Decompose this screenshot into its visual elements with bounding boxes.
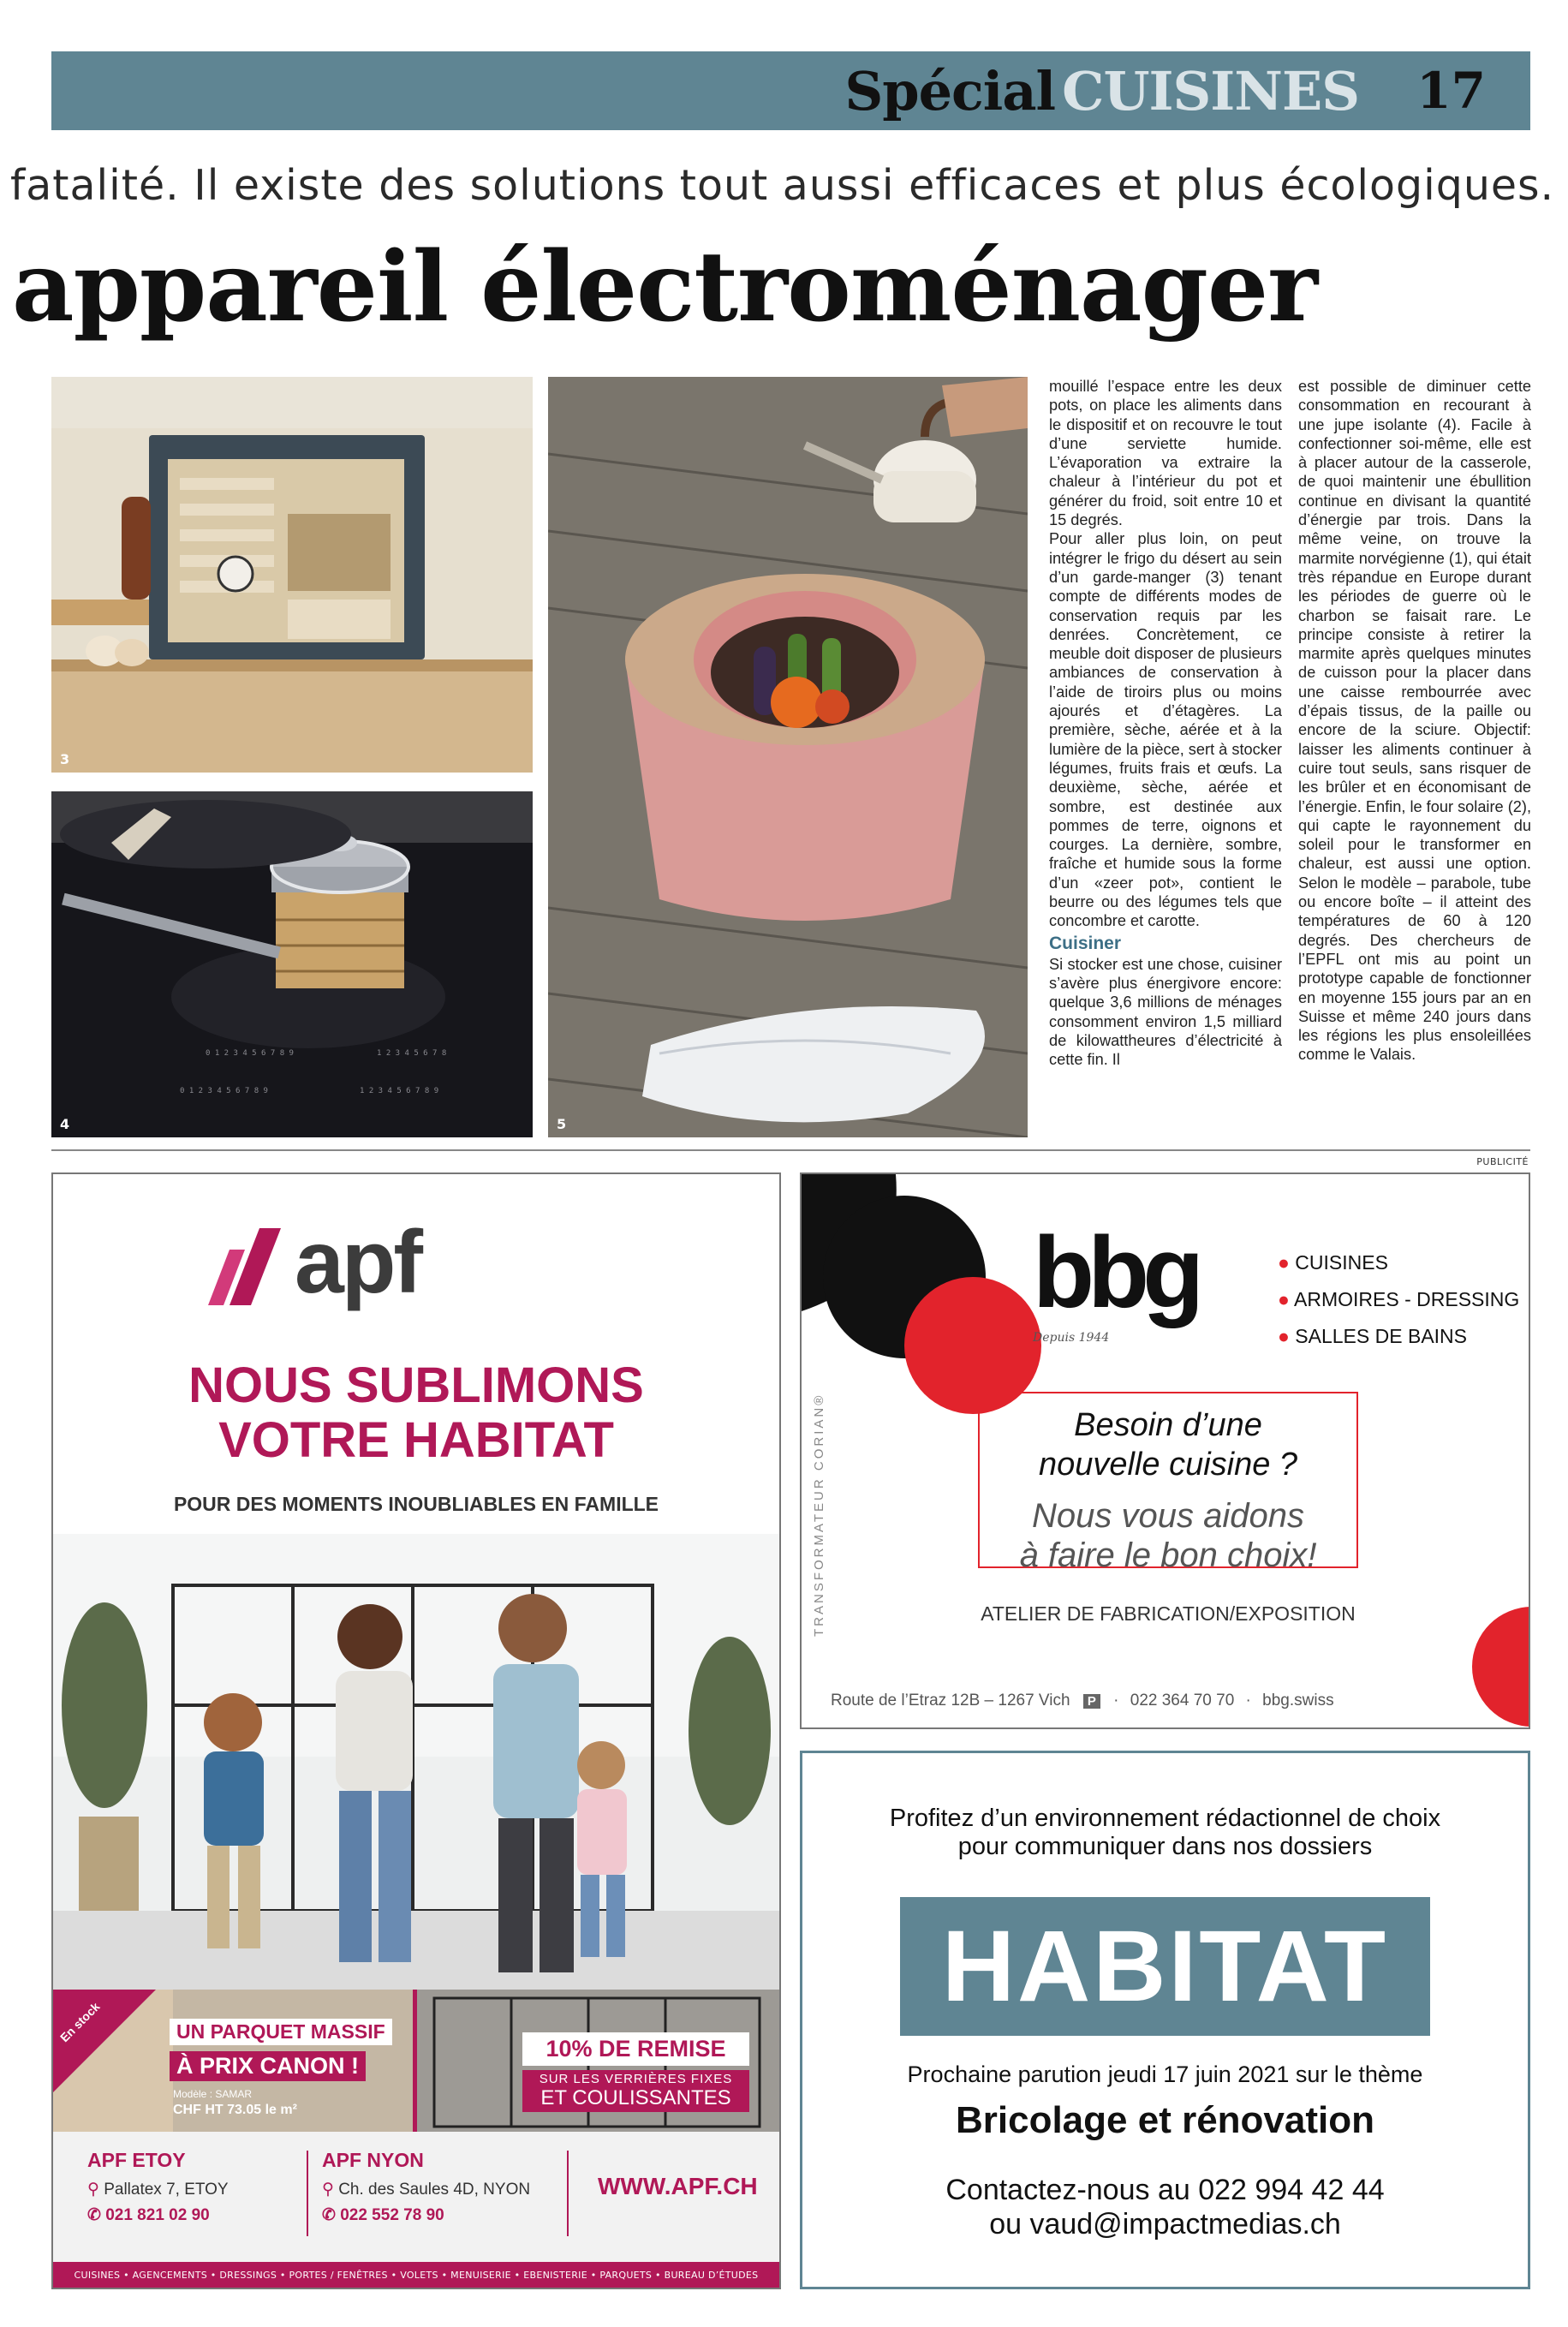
bullet-icon: ●: [1278, 1325, 1290, 1347]
article-column-2: [1298, 377, 1531, 1065]
location-pin-icon: ⚲: [322, 2181, 334, 2199]
apf-headline-line-2: VOTRE HABITAT: [218, 1412, 614, 1468]
svg-text:1 2 3 4 5 6 7 8 9: 1 2 3 4 5 6 7 8 9: [360, 1087, 439, 1095]
apf-nyon-address: Ch. des Saules 4D, NYON: [338, 2181, 531, 2199]
photo-number: 5: [557, 1116, 567, 1132]
habitat-intro-line-1: Profitez d’un environnement rédactionnel de choix: [889, 1805, 1441, 1832]
publicite-label: PUBLICITÉ: [1476, 1156, 1529, 1167]
habitat-contact-email[interactable]: ou vaud@impactmedias.ch: [989, 2208, 1341, 2240]
apf-etoy-title: APF ETOY: [87, 2149, 186, 2171]
svg-text:1 2 3 4 5 6 7 8: 1 2 3 4 5 6 7 8: [377, 1049, 447, 1058]
apf-parquet-line-2: À PRIX CANON !: [170, 2051, 366, 2081]
habitat-banner: HABITAT: [900, 1897, 1430, 2036]
apf-remise-sub-2: ET COULISSANTES: [540, 2086, 731, 2109]
section-title-special: Spécial: [844, 60, 1056, 122]
apf-footer: CUISINES • AGENCEMENTS • DRESSINGS • PORTES / FENÊTRES • VOLETS • MENUISERIE • EBENISTERIE • PARQUETS • BUREAU D’ÉTUDES: [53, 2262, 779, 2289]
apf-nyon-title: APF NYON: [322, 2149, 424, 2171]
apf-website[interactable]: WWW.APF.CH: [598, 2173, 758, 2199]
phone-icon: ✆: [322, 2206, 336, 2224]
photo-insulated-pot: [51, 791, 533, 1137]
apf-promo-band: [53, 1990, 779, 2132]
section-title: [844, 60, 1359, 122]
article-paragraph: Si stocker est une chose, cuisiner s’avère plus énergivore encore: quelque 3,6 millions de ménages consomment environ 1,5 milliard de kilowattheures d’électricité à cette fin. Il: [1049, 955, 1282, 1069]
photo-zeer-pot: [548, 377, 1028, 1137]
apf-modele: Modèle : SAMAR: [173, 2088, 253, 2100]
bbg-service-item: [1278, 1244, 1519, 1281]
section-divider: [51, 1149, 1530, 1151]
apf-logo: apf: [295, 1213, 420, 1312]
apf-parquet-line-1: UN PARQUET MASSIF: [170, 2019, 392, 2045]
location-pin-icon: ⚲: [87, 2181, 99, 2199]
section-title-cuisines: CUISINES: [1062, 60, 1359, 122]
apf-en-stock-ribbon: [53, 1990, 173, 2132]
photo-pantry: [51, 377, 533, 773]
photo-zeer-pot-illustration: [548, 377, 1028, 1137]
svg-text:0 1 2 3 4 5 6 7 8 9: 0 1 2 3 4 5 6 7 8 9: [180, 1087, 268, 1095]
habitat-advertisement: [800, 1751, 1530, 2289]
apf-contact-area: [53, 2132, 779, 2262]
parking-icon: P: [1083, 1694, 1100, 1709]
apf-headline: [53, 1358, 779, 1468]
apf-advertisement: [51, 1172, 781, 2289]
apf-contact-divider: [567, 2151, 569, 2236]
phone-icon: ✆: [87, 2206, 101, 2224]
apf-headline-line-1: NOUS SUBLIMONS: [188, 1357, 644, 1413]
photo-insulated-pot-illustration: [51, 791, 533, 1137]
bullet-icon: ●: [1278, 1251, 1290, 1274]
article-paragraph: Pour aller plus loin, on peut intégrer le frigo du désert au sein d’un garde-manger (3) tenant compte de différents modes de conservation requis par les denrées. Concrètement, ce meuble doit disposer de plusieurs ambiances de conservation à l’aide de tiroirs plus ou moins ajourés et d’étagères. La première, sèche, aérée et à la lumière de la pièce, sert à stocker légumes, fruits frais et œufs. La deuxième, sèche, aérée et sombre, est destinée aux pommes de terre, oignons et courges. La dernière, sombre, fraîche et humide sous la forme d’un «zeer pot», contient le beurre ou des légumes tels que concombre et carotte.: [1049, 530, 1282, 930]
apf-nyon-phone[interactable]: 022 552 78 90: [340, 2206, 444, 2224]
apf-remise-sub-1: SUR LES VERRIÈRES FIXES: [539, 2072, 733, 2086]
photo-number: 4: [60, 1116, 70, 1132]
bbg-vertical-text: TRANSFORMATEUR CORIAN®: [812, 1393, 826, 1637]
bbg-logo: bbg: [1033, 1216, 1198, 1329]
apf-tagline: POUR DES MOMENTS INOUBLIABLES EN FAMILLE: [173, 1493, 659, 1515]
bbg-service-item: [1278, 1318, 1519, 1355]
article-subtitle: fatalité. Il existe des solutions tout aussi efficaces et plus écologiques.: [10, 161, 1555, 210]
habitat-next-issue: Prochaine parution jeudi 17 juin 2021 sur le thème: [907, 2061, 1423, 2087]
page-number: 17: [1416, 62, 1486, 120]
habitat-intro-line-2: pour communiquer dans nos dossiers: [957, 1833, 1373, 1860]
apf-etoy-phone-row: [87, 2205, 210, 2225]
bbg-depuis: Depuis 1944: [1033, 1331, 1110, 1345]
habitat-theme: Bricolage et rénovation: [955, 2099, 1374, 2141]
article-headline: appareil électroménager: [12, 231, 1318, 343]
habitat-contact-phone[interactable]: Contactez-nous au 022 994 42 44: [945, 2174, 1385, 2206]
habitat-intro: [802, 1805, 1528, 1861]
photo-pantry-illustration: [51, 377, 533, 773]
apf-etoy-phone[interactable]: 021 821 02 90: [105, 2206, 210, 2224]
bbg-answer-2: à faire le bon choix!: [1019, 1536, 1317, 1574]
habitat-contact: [802, 2173, 1528, 2241]
apf-remise-box: [522, 2070, 749, 2112]
article-paragraph: est possible de diminuer cette consommation en recourant à une jupe isolante (4). Facile à confectionner soi-même, elle est à placer autour de la casserole, de quoi maintenir une ébullition continue en divisant la quantité d’énergie par trois. Dans la même veine, on trouve la marmite norvégienne (1), qui était très répandue en Europe durant les périodes de guerre où le charbon se faisait rare. Le principe consiste à retirer la marmite après quelques minutes de cuisson pour la placer dans une caisse rembourrée avec d’épais tissus, de la paille ou encore de la sciure. Objectif: laisser les aliments continuer à cuire tout seuls, sans risquer de les brûler et en économisant de l’énergie. Enfin, le four solaire (2), qui capte le rayonnement du soleil pour le transformer en chaleur, est aussi une option. Selon le modèle – parabole, tube ou encore boîte – il atteint des températures de 60 à 120 degrés. Des chercheurs de l’EPFL ont mis au point un prototype capable de fonctionner en moyenne 155 jours par an en Suisse et même 240 jours dans les régions les plus ensoleillées comme le Valais.: [1298, 378, 1531, 1064]
bbg-services: [1278, 1244, 1519, 1355]
apf-logo-mark: [204, 1224, 307, 1310]
bbg-atelier: ATELIER DE FABRICATION/EXPOSITION: [981, 1602, 1356, 1625]
bbg-question-2: nouvelle cuisine ?: [1038, 1447, 1298, 1483]
bbg-phone[interactable]: 022 364 70 70: [1130, 1692, 1235, 1709]
bbg-service-label: SALLES DE BAINS: [1295, 1325, 1467, 1347]
section-header-band: [51, 51, 1530, 130]
apf-en-stock-label: En stock: [57, 1999, 103, 2045]
bbg-answer-1: Nous vous aidons: [1032, 1497, 1304, 1535]
apf-etoy-address: Pallatex 7, ETOY: [104, 2181, 229, 2199]
bbg-question-1: Besoin d’une: [1074, 1407, 1262, 1443]
article-subheading: Cuisiner: [1049, 933, 1122, 953]
apf-price: CHF HT 73.05 le m²: [173, 2103, 297, 2117]
apf-etoy-address-row: [87, 2180, 229, 2199]
bbg-contact-line: Route de l’Etraz 12B – 1267 Vich P · 022 364 70 70 · bbg.swiss: [831, 1692, 1334, 1709]
article-paragraph: mouillé l’espace entre les deux pots, on place les aliments dans le dispositif et on recouvre le tout d’une serviette humide. L’évaporation va extraire la chaleur à l’intérieur du pot et générer du froid, soit entre 10 et 15 degrés.: [1049, 378, 1282, 529]
bullet-icon: ●: [1278, 1288, 1290, 1310]
svg-text:0 1 2 3 4 5 6 7 8 9: 0 1 2 3 4 5 6 7 8 9: [206, 1049, 294, 1058]
bbg-message-box: [978, 1392, 1358, 1574]
photo-number: 3: [60, 751, 70, 767]
apf-remise: 10% DE REMISE: [522, 2032, 749, 2066]
apf-family-photo: [53, 1534, 779, 1990]
bbg-service-item: [1278, 1281, 1519, 1318]
bbg-service-label: ARMOIRES - DRESSING: [1294, 1288, 1520, 1310]
bbg-address: Route de l’Etraz 12B – 1267 Vich: [831, 1692, 1070, 1709]
bbg-advertisement: [800, 1172, 1530, 1729]
apf-nyon-address-row: [322, 2180, 530, 2199]
apf-nyon-phone-row: [322, 2205, 444, 2225]
bbg-service-label: CUISINES: [1295, 1251, 1388, 1274]
article-column-1: [1049, 377, 1282, 1069]
bbg-website[interactable]: bbg.swiss: [1262, 1692, 1334, 1709]
